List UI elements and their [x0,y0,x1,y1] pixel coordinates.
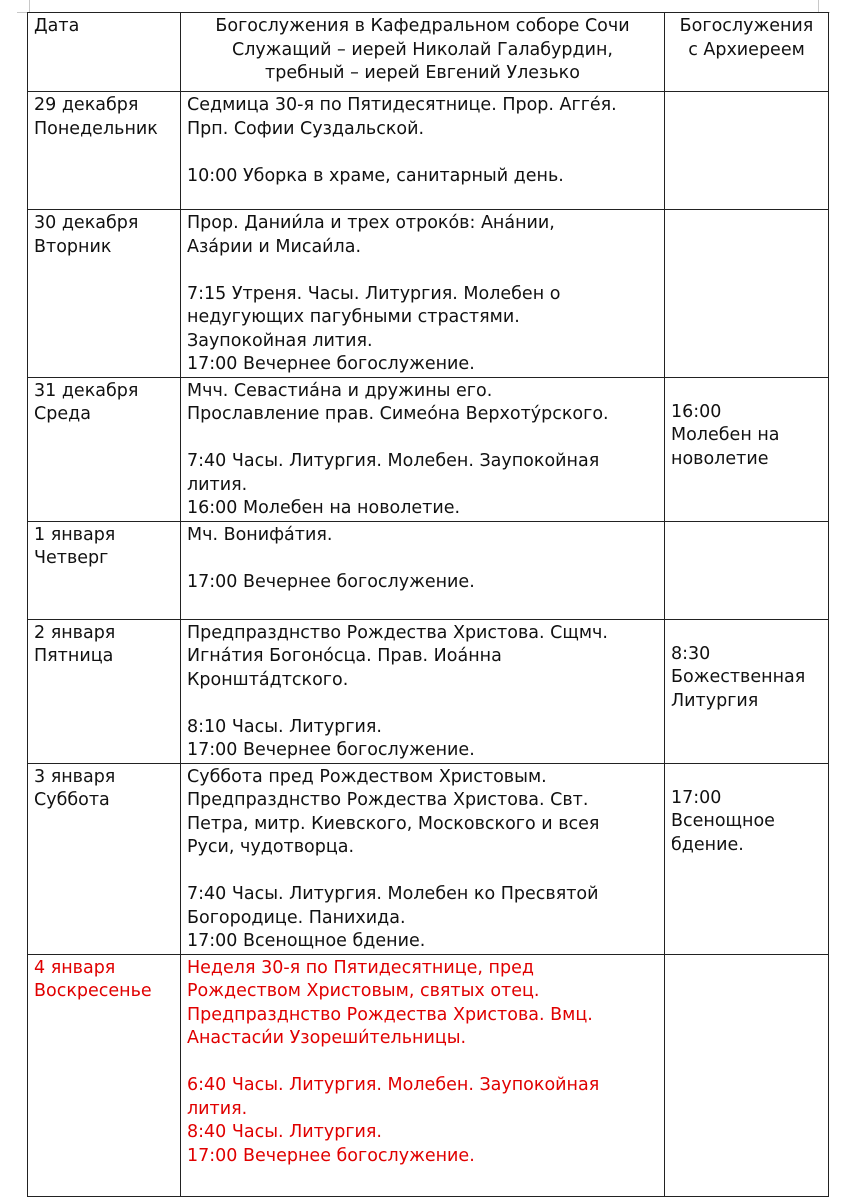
blank-line [187,860,658,884]
service-cell [181,92,665,210]
service-line: Аза́рии и Мисаи́ла. [187,236,362,257]
bishop-service-line: бдение. [671,834,744,855]
service-line: 16:00 Молебен на новолетие. [187,498,461,518]
bishop-service-cell [665,521,829,619]
schedule-row [28,210,829,378]
blank-line [187,427,658,451]
schedule-row [28,954,829,1196]
service-line: Неделя 30-я по Пятидесятнице, пред [187,957,534,978]
bishop-column-header [665,13,829,92]
date-text: 2 января [34,622,116,643]
bishop-service-cell [665,763,829,954]
blank-line [187,1051,658,1075]
weekday-text: Воскресенье [34,981,152,1001]
service-line: 17:00 Вечернее богослужение. [187,740,475,760]
blank-line [187,692,658,716]
date-cell [28,763,181,954]
service-line: Предпразднство Рождества Христова. Вмц. [187,1004,593,1025]
schedule-row [28,377,829,521]
date-cell [28,210,181,378]
weekday-text: Среда [34,404,91,424]
date-cell [28,377,181,521]
main-column-priest-2: требный – иерей Евгений Улезько [265,63,580,83]
schedule-row [28,619,829,763]
weekday-text: Пятница [34,646,114,666]
service-cell [181,954,665,1196]
date-column-header: Дата [28,13,181,92]
date-cell [28,521,181,619]
bishop-service-cell [665,92,829,210]
weekday-text: Понедельник [34,118,158,139]
date-text: 4 января [34,957,116,978]
service-line: 7:40 Часы. Литургия. Молебен ко Пресвятой [187,884,599,904]
bishop-service-cell [665,210,829,378]
bishop-service-line: 17:00 [671,787,722,808]
service-line: Предпразднство Рождества Христова. Свт. [187,790,589,810]
service-line: 17:00 Вечернее богослужение. [187,1145,475,1166]
service-line: 8:40 Часы. Литургия. [187,1122,382,1142]
service-line: лития. [187,474,248,495]
main-column-title: Богослужения в Кафедральном соборе Сочи [215,16,630,36]
service-line: Заупокойная лития. [187,330,373,351]
blank-line [187,141,658,165]
blank-line [187,259,658,283]
header-row [28,13,829,92]
service-line: 17:00 Вечернее богослужение. [187,571,475,592]
bishop-service-cell [665,377,829,521]
date-text: 3 января [34,766,116,787]
main-column-priest-1: Служащий – иерей Николай Галабурдин, [231,39,613,60]
date-text: 30 декабря [34,213,139,233]
bishop-service-line: Божественная [671,667,806,687]
service-line: Суббота пред Рождеством Христовым. [187,766,547,787]
bishop-column-line-2: с Архиереем [688,39,805,60]
blank-line [187,547,658,571]
service-line: Прп. Софии Суздальской. [187,118,425,139]
bishop-service-line: Молебен на [671,425,780,445]
service-cell [181,521,665,619]
date-text: 1 января [34,524,116,545]
date-cell [28,92,181,210]
service-line: Петра, митр. Киевского, Московского и всея [187,813,600,834]
bishop-service-line: 8:30 [671,643,711,664]
schedule-row [28,92,829,210]
bishop-column-line-1: Богослужения [679,16,814,36]
service-line: Седмица 30-я по Пятидесятнице. Прор. Агге́я. [187,95,617,115]
service-cell [181,377,665,521]
service-line: лития. [187,1098,248,1119]
schedule-row [28,521,829,619]
schedule-row [28,763,829,954]
service-line: недугующих пагубными страстями. [187,307,520,327]
weekday-text: Суббота [34,790,110,810]
bishop-service-line: Литургия [671,690,759,711]
service-line: Рождеством Христовым, святых отец. [187,981,540,1001]
service-line: Богородице. Панихида. [187,907,406,928]
bishop-cell-spacer [671,766,822,787]
bishop-service-line: 16:00 [671,401,722,422]
service-line: 17:00 Всенощное бдение. [187,931,426,951]
date-cell [28,619,181,763]
service-line: 10:00 Уборка в храме, санитарный день. [187,165,564,186]
service-line: Мч. Вонифа́тия. [187,524,333,545]
service-line: Мчч. Севастиа́на и дружины его. [187,380,493,401]
service-cell [181,210,665,378]
bishop-service-cell [665,954,829,1196]
service-line: Игна́тия Богоно́сца. Прав. Иоа́нна [187,646,502,666]
service-line: 7:15 Утреня. Часы. Литургия. Молебен о [187,283,561,304]
service-cell [181,619,665,763]
date-cell [28,954,181,1196]
service-line: 7:40 Часы. Литургия. Молебен. Заупокойная [187,451,600,471]
page-corner-mark-left [29,0,30,12]
weekday-text: Четверг [34,548,109,568]
bishop-service-line: новолетие [671,448,769,469]
service-line: Кроншта́дтского. [187,669,349,690]
schedule-table [27,12,829,1197]
bishop-cell-spacer [671,380,822,401]
service-line: Предпразднство Рождества Христова. Сщмч. [187,622,608,643]
service-line: Прор. Дании́ла и трех отроко́в: Ана́нии, [187,213,555,233]
bishop-service-line: Всенощное [671,811,775,831]
service-line: Руси, чудотворца. [187,837,355,857]
date-text: 29 декабря [34,95,139,115]
service-cell [181,763,665,954]
bishop-cell-spacer [671,622,822,643]
date-text: 31 декабря [34,380,139,401]
service-line: 8:10 Часы. Литургия. [187,716,382,737]
bishop-service-cell [665,619,829,763]
weekday-text: Вторник [34,236,112,257]
service-line: Прославление прав. Симео́на Верхоту́рского. [187,404,609,424]
main-column-header [181,13,665,92]
service-line: Анастаси́и Узореши́тельницы. [187,1028,467,1048]
page-corner-mark-right [818,0,819,12]
service-line: 6:40 Часы. Литургия. Молебен. Заупокойная [187,1075,600,1095]
service-line: 17:00 Вечернее богослужение. [187,354,475,374]
